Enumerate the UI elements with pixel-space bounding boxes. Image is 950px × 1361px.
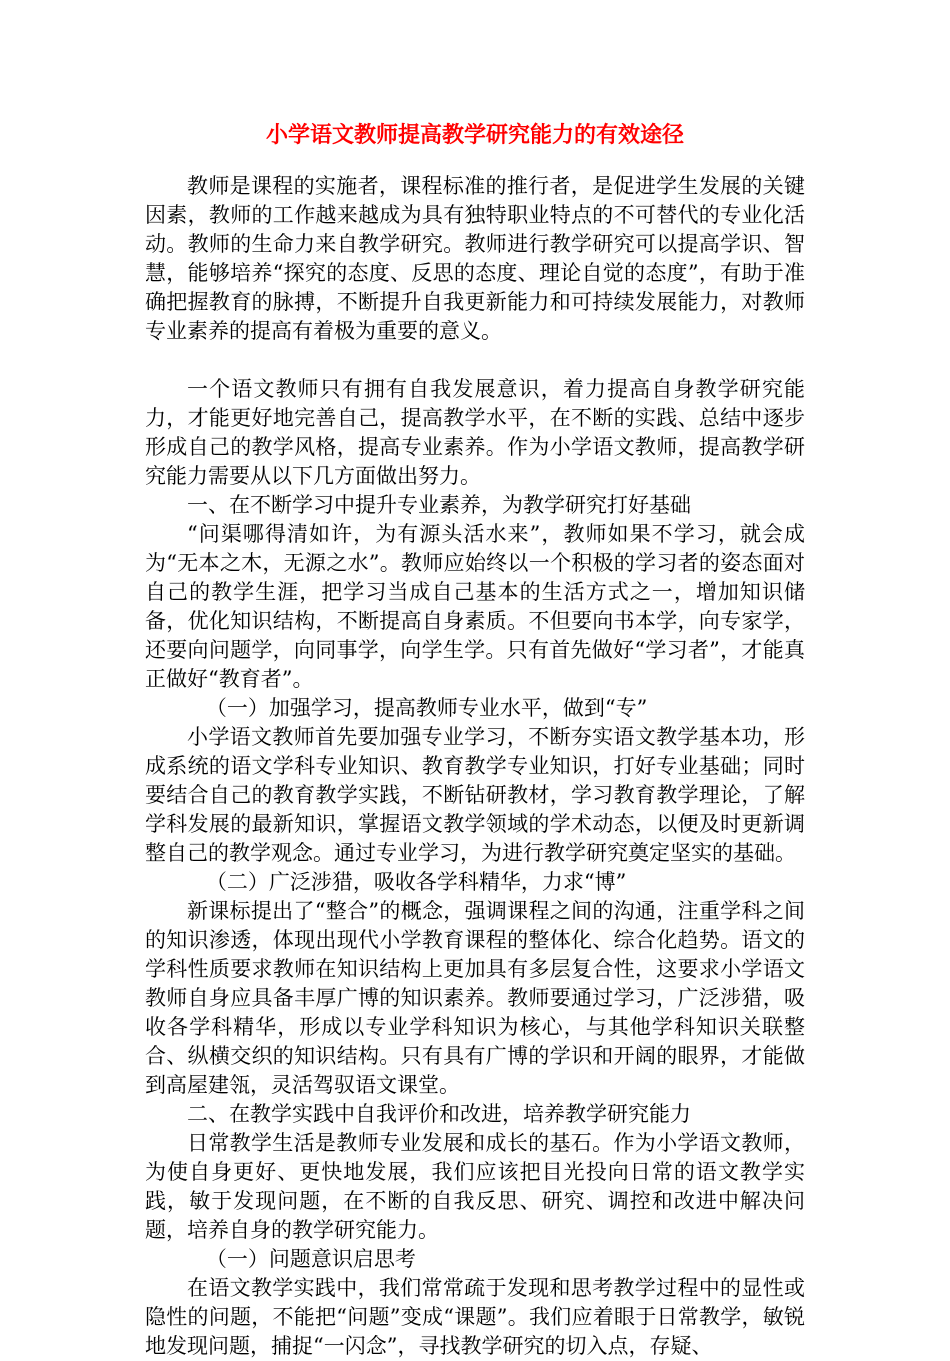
paragraph-daily-teaching: 日常教学生活是教师专业发展和成长的基石。作为小学语文教师，为使自身更好、更快地发展，我们应该把目光投向日常的语文教学实践，敏于发现问题，在不断的自我反思、研究、调控和改进中解决问题，培养自身的教学研究能力。 [145,1131,805,1242]
paragraph-broad-learning: 新课标提出了“整合”的概念，强调课程之间的沟通，注重学科之间的知识渗透，体现出现代小学教育课程的整体化、综合化趋势。语文的学科性质要求教师在知识结构上更加具有多层复合性，这要求小学语文教师自身应具备丰厚广博的知识素养。教师要通过学习，广泛涉猎，吸收各学科精华，形成以专业学科知识为核心，与其他学科知识关联整合、纵横交织的知识结构。只有具有广博的学识和开阔的眼界，才能做到高屋建瓴，灵活驾驭语文课堂。 [145,899,805,1097]
paragraph-intro: 教师是课程的实施者，课程标准的推行者，是促进学生发展的关键因素，教师的工作越来越成为具有独特职业特点的不可替代的专业化活动。教师的生命力来自教学研究。教师进行教学研究可以提高学识、智慧，能够培养“探究的态度、反思的态度、理论自觉的态度”，有助于准确把握教育的脉搏，不断提升自我更新能力和可持续发展能力，对教师专业素养的提高有着极为重要的意义。 [145,174,805,343]
paragraph-learning: “问渠哪得清如许，为有源头活水来”，教师如果不学习，就会成为“无本之木，无源之水”。教师应始终以一个积极的学习者的姿态面对自己的教学生涯，把学习当成自己基本的生活方式之一，增加知识储备，优化知识结构，不断提高自身素质。不但要向书本学，向专家学，还要向问题学，向同事学，向学生学。只有首先做好“学习者”，才能真正做好“教育者”。 [145,522,805,691]
document-body [145,172,805,1361]
document-title: 小学语文教师提高教学研究能力的有效途径 [265,122,684,148]
section-heading-1: 一、在不断学习中提升专业素养，为教学研究打好基础 [187,493,691,517]
paragraph-professional-study: 小学语文教师首先要加强专业学习，不断夯实语文教学基本功，形成系统的语文学科专业知识、教育教学专业知识，打好专业基础；同时要结合自己的教育教学实践，不断钻研教材，学习教育教学理论，了解学科发展的最新知识，掌握语文教学领域的学术动态，以便及时更新调整自己的教学观念。通过专业学习，为进行教学研究奠定坚实的基础。 [145,725,805,865]
paragraph-self-development: 一个语文教师只有拥有自我发展意识，着力提高自身教学研究能力，才能更好地完善自己，提高教学水平，在不断的实践、总结中逐步形成自己的教学风格，提高专业素养。作为小学语文教师，提高教学研究能力需要从以下几方面做出努力。 [145,377,805,488]
paragraph-problem-awareness: 在语文教学实践中，我们常常疏于发现和思考教学过程中的显性或隐性的问题，不能把“问题”变成“课题”。我们应着眼于日常教学，敏锐地发现问题，捕捉“一闪念”，寻找教学研究的切入点，存疑、 [145,1276,805,1358]
subsection-heading-1-2: （二）广泛涉猎，吸收各学科精华，力求“博” [205,870,627,894]
subsection-heading-2-1: （一）问题意识启思考 [205,1247,416,1271]
subsection-heading-1-1: （一）加强学习，提高教师专业水平，做到“专” [205,696,648,720]
section-heading-2: 二、在教学实践中自我评价和改进，培养教学研究能力 [187,1102,691,1126]
